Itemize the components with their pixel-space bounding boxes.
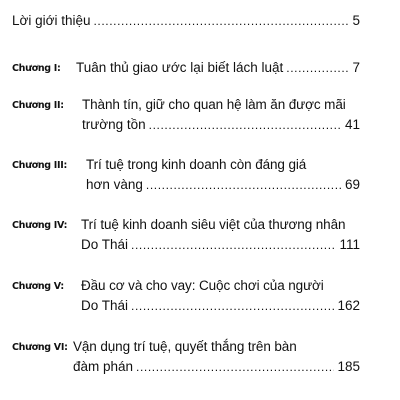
chapter-3-title-line-2: hơn vàng [86,177,143,192]
chapter-1-title: Tuân thủ giao ước lại biết lách luật [76,60,284,75]
chapter-6-title-line-2: đàm phán [73,359,134,374]
chapter-4-line-2 [81,237,360,253]
chapter-5-page-number: 162 [337,298,360,313]
chapter-1-page-number: 7 [352,60,360,75]
chapter-3-title-line-1: Trí tuệ trong kinh doanh còn đáng giá [86,157,307,172]
chapter-4-title-line-1: Trí tuệ kinh doanh siêu việt của thương nhân [81,217,346,232]
chapter-4-label: Chương IV: [12,220,68,231]
chapter-4-title-line-2: Do Thái [81,237,129,252]
chapter-5-title-line-1: Đầu cơ và cho vay: Cuộc chơi của người [81,278,324,293]
chapter-2-title-line-1: Thành tín, giữ cho quan hệ làm ăn được mãi [82,97,346,112]
chapter-2-line-2 [82,117,360,133]
chapter-6-page-number: 185 [337,359,360,374]
leader-dots [149,117,342,133]
leader-dots [136,359,334,375]
leader-dots [131,237,336,253]
chapter-5-line-2 [81,298,360,314]
chapter-1-line [76,60,360,76]
leader-dots [286,60,349,76]
leader-dots [146,177,342,193]
chapter-6-title-line-1: Vận dụng trí tuệ, quyết thắng trên bàn [73,339,297,354]
chapter-4-page-number: 111 [339,237,360,252]
chapter-1-label: Chương I: [12,63,61,74]
chapter-2-page-number: 41 [344,117,360,132]
chapter-3-label: Chương III: [12,160,67,171]
chapter-6-label: Chương VI: [12,342,68,353]
leader-dots [131,298,334,314]
leader-dots [94,13,350,29]
chapter-2-label: Chương II: [12,100,64,111]
chapter-6-line-2 [73,359,360,375]
chapter-5-label: Chương V: [12,281,64,292]
chapter-3-page-number: 69 [344,177,360,192]
chapter-2-title-line-2: trường tồn [82,117,146,132]
intro-page-number: 5 [352,13,360,28]
intro-title: Lời giới thiệu [12,13,91,28]
chapter-5-title-line-2: Do Thái [81,298,129,313]
chapter-3-line-2 [86,177,360,193]
toc-entry-intro [12,13,360,29]
